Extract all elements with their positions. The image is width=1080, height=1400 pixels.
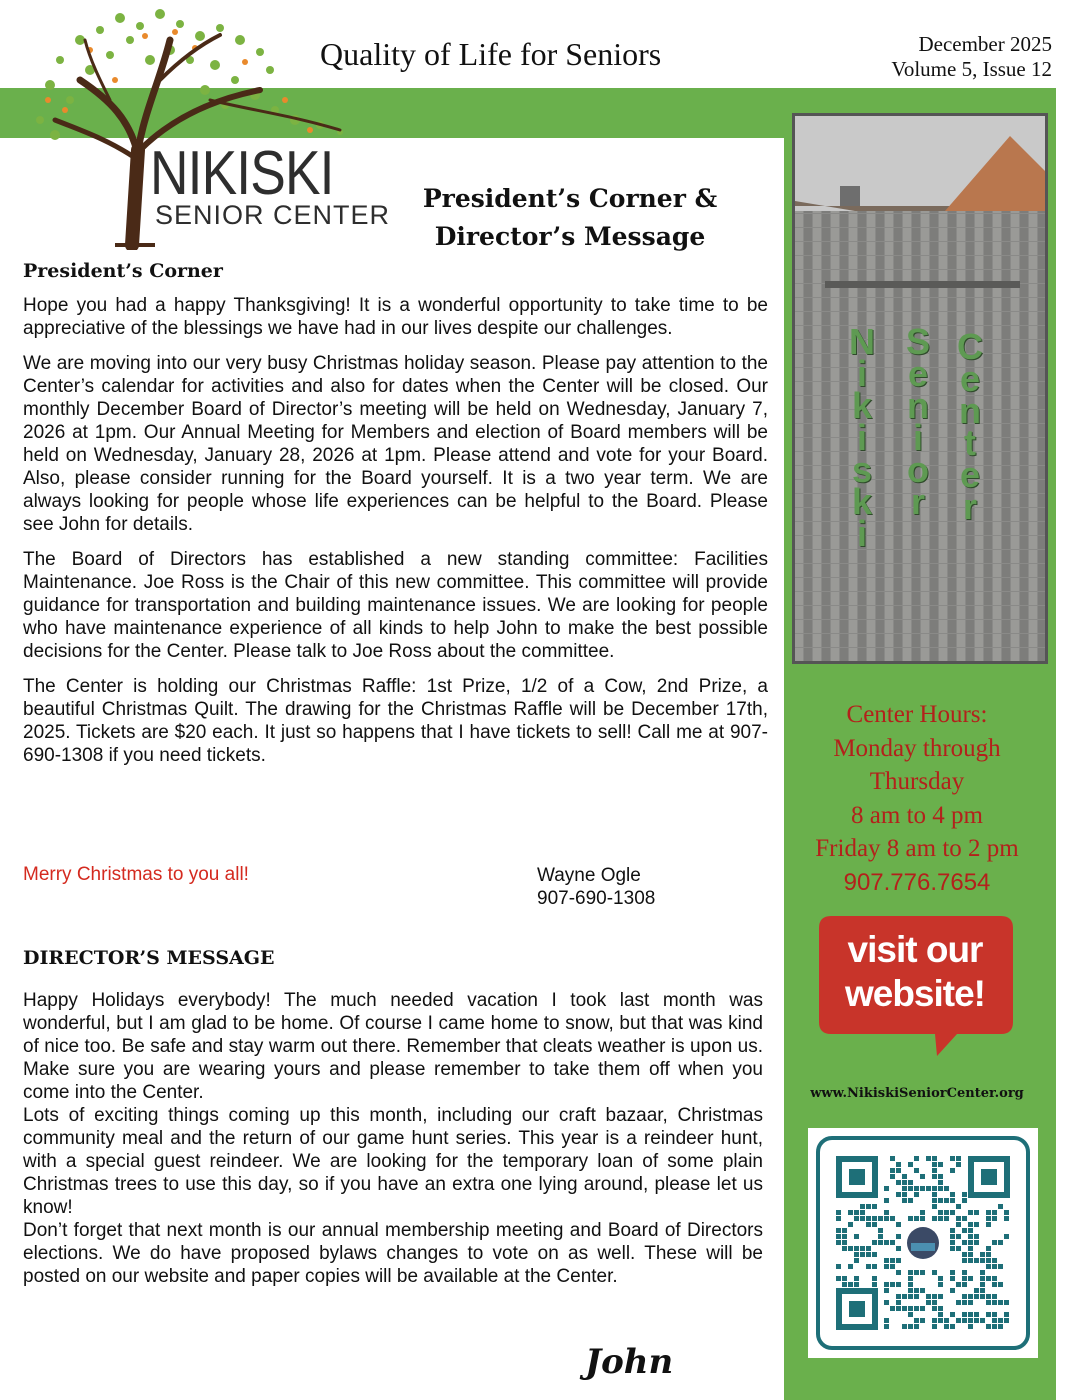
section-heading-line1: President’s Corner & bbox=[422, 184, 718, 213]
closing-greeting: Merry Christmas to you all! bbox=[23, 864, 249, 885]
presidents-corner-body bbox=[23, 294, 768, 779]
paragraph: Hope you had a happy Thanksgiving! It is a wonderful opportunity to take time to be appreciative of the blessings we have had in our lives despite our challenges. bbox=[23, 295, 768, 339]
director-signature: John bbox=[585, 1342, 674, 1382]
hours-line: Monday through bbox=[833, 734, 1001, 762]
visit-website-button[interactable] bbox=[823, 928, 1007, 1016]
presidents-corner-heading: President’s Corner bbox=[23, 260, 223, 282]
signer-phone: 907-690-1308 bbox=[537, 888, 656, 909]
issue-date: December 2025 bbox=[918, 32, 1052, 56]
hours-line: Thursday bbox=[869, 768, 965, 795]
center-phone: 907.776.7654 bbox=[843, 869, 991, 896]
paragraph: Lots of exciting things coming up this month, including our craft bazaar, Christmas community meal and the return of our game hunt series. This year is a reindeer hunt, with a special guest reindeer. We are looking for the temporary loan of some plain Christmas trees to use this day, so if you have an extra one lying around, please let us know! bbox=[23, 1105, 763, 1218]
sign-word-senior: Senior bbox=[905, 321, 930, 522]
logo-name-senior-center: SENIOR CENTER bbox=[155, 200, 391, 230]
paragraph: We are moving into our very busy Christmas holiday season. Please pay attention to the Center’s calendar for activities and also for dates when the Center will be closed. Our monthly December Board of Director’s meeting will be held on Wednesday, January 7, 2026 at 1pm. Our Annual Meeting for Members and election of Board members will be held on Wednesday, January 28, 2026 at 1pm. Please attend and vote for your Board. Also, please consider running for the Board yourself. It is a two year term. We are always looking for people whose life experiences can be helpful to the Board. Please see John for details. bbox=[23, 353, 768, 535]
paragraph: The Board of Directors has established a new standing committee: Facilities Maintenance. Joe Ross is the Chair of this new committee. This committee will provide guidance for transportation and building maintenance issues. We are looking for people who have maintenance experience of all kinds to help John to make the best possible decisions for the Center. Please talk to Joe Ross about the committee. bbox=[23, 549, 768, 662]
hours-title: Center Hours: bbox=[846, 701, 988, 728]
building-photo bbox=[792, 113, 1048, 664]
publication-title: Quality of Life for Seniors bbox=[320, 36, 662, 72]
logo-name-nikiski: NIKISKI bbox=[150, 139, 334, 208]
section-heading bbox=[395, 180, 745, 256]
paragraph: The Center is holding our Christmas Raffle: 1st Prize, 1/2 of a Cow, 2nd Prize, a beautiful Christmas Quilt. The drawing for the Christmas Raffle will be December 17th, 2025. Tickets are $20 each. It just so happens that I have tickets to sell! Call me at 907-690-1308 if you need tickets. bbox=[23, 676, 768, 766]
issue-info bbox=[852, 32, 1052, 82]
center-hours bbox=[786, 698, 1048, 866]
paragraph: Happy Holidays everybody! The much needed vacation I took last month was wonderful, but I am glad to be home. Of course I came home to snow, but that was kind of nice too. Be safe and stay warm out there. Remember that cleats weather is upon us. Make sure you are wearing yours and please remember to take them off when you come into the Center. bbox=[23, 990, 763, 1103]
sign-word-nikiski: Nikiski bbox=[849, 321, 875, 554]
hours-line: 8 am to 4 pm bbox=[851, 801, 983, 829]
paragraph: Don’t forget that next month is our annual membership meeting and Board of Directors elections. We do have proposed bylaws changes to vote on as well. These will be posted on our website and paper copies will be available at the Center. bbox=[23, 1220, 763, 1287]
directors-message-heading: DIRECTOR’S MESSAGE bbox=[23, 947, 275, 969]
sign-word-center: Center bbox=[957, 326, 983, 527]
signer-name: Wayne Ogle bbox=[537, 865, 641, 886]
issue-volume: Volume 5, Issue 12 bbox=[891, 57, 1052, 81]
directors-message-body bbox=[23, 989, 763, 1288]
qr-code-icon[interactable] bbox=[808, 1128, 1038, 1358]
visit-website-line2: website! bbox=[844, 973, 986, 1014]
website-url[interactable]: www.NikiskiSeniorCenter.org bbox=[810, 1086, 1024, 1101]
visit-website-line1: visit our bbox=[847, 929, 983, 970]
hours-line: Friday 8 am to 2 pm bbox=[815, 835, 1019, 862]
signer-block bbox=[537, 864, 655, 910]
section-heading-line2: Director’s Message bbox=[434, 222, 706, 251]
